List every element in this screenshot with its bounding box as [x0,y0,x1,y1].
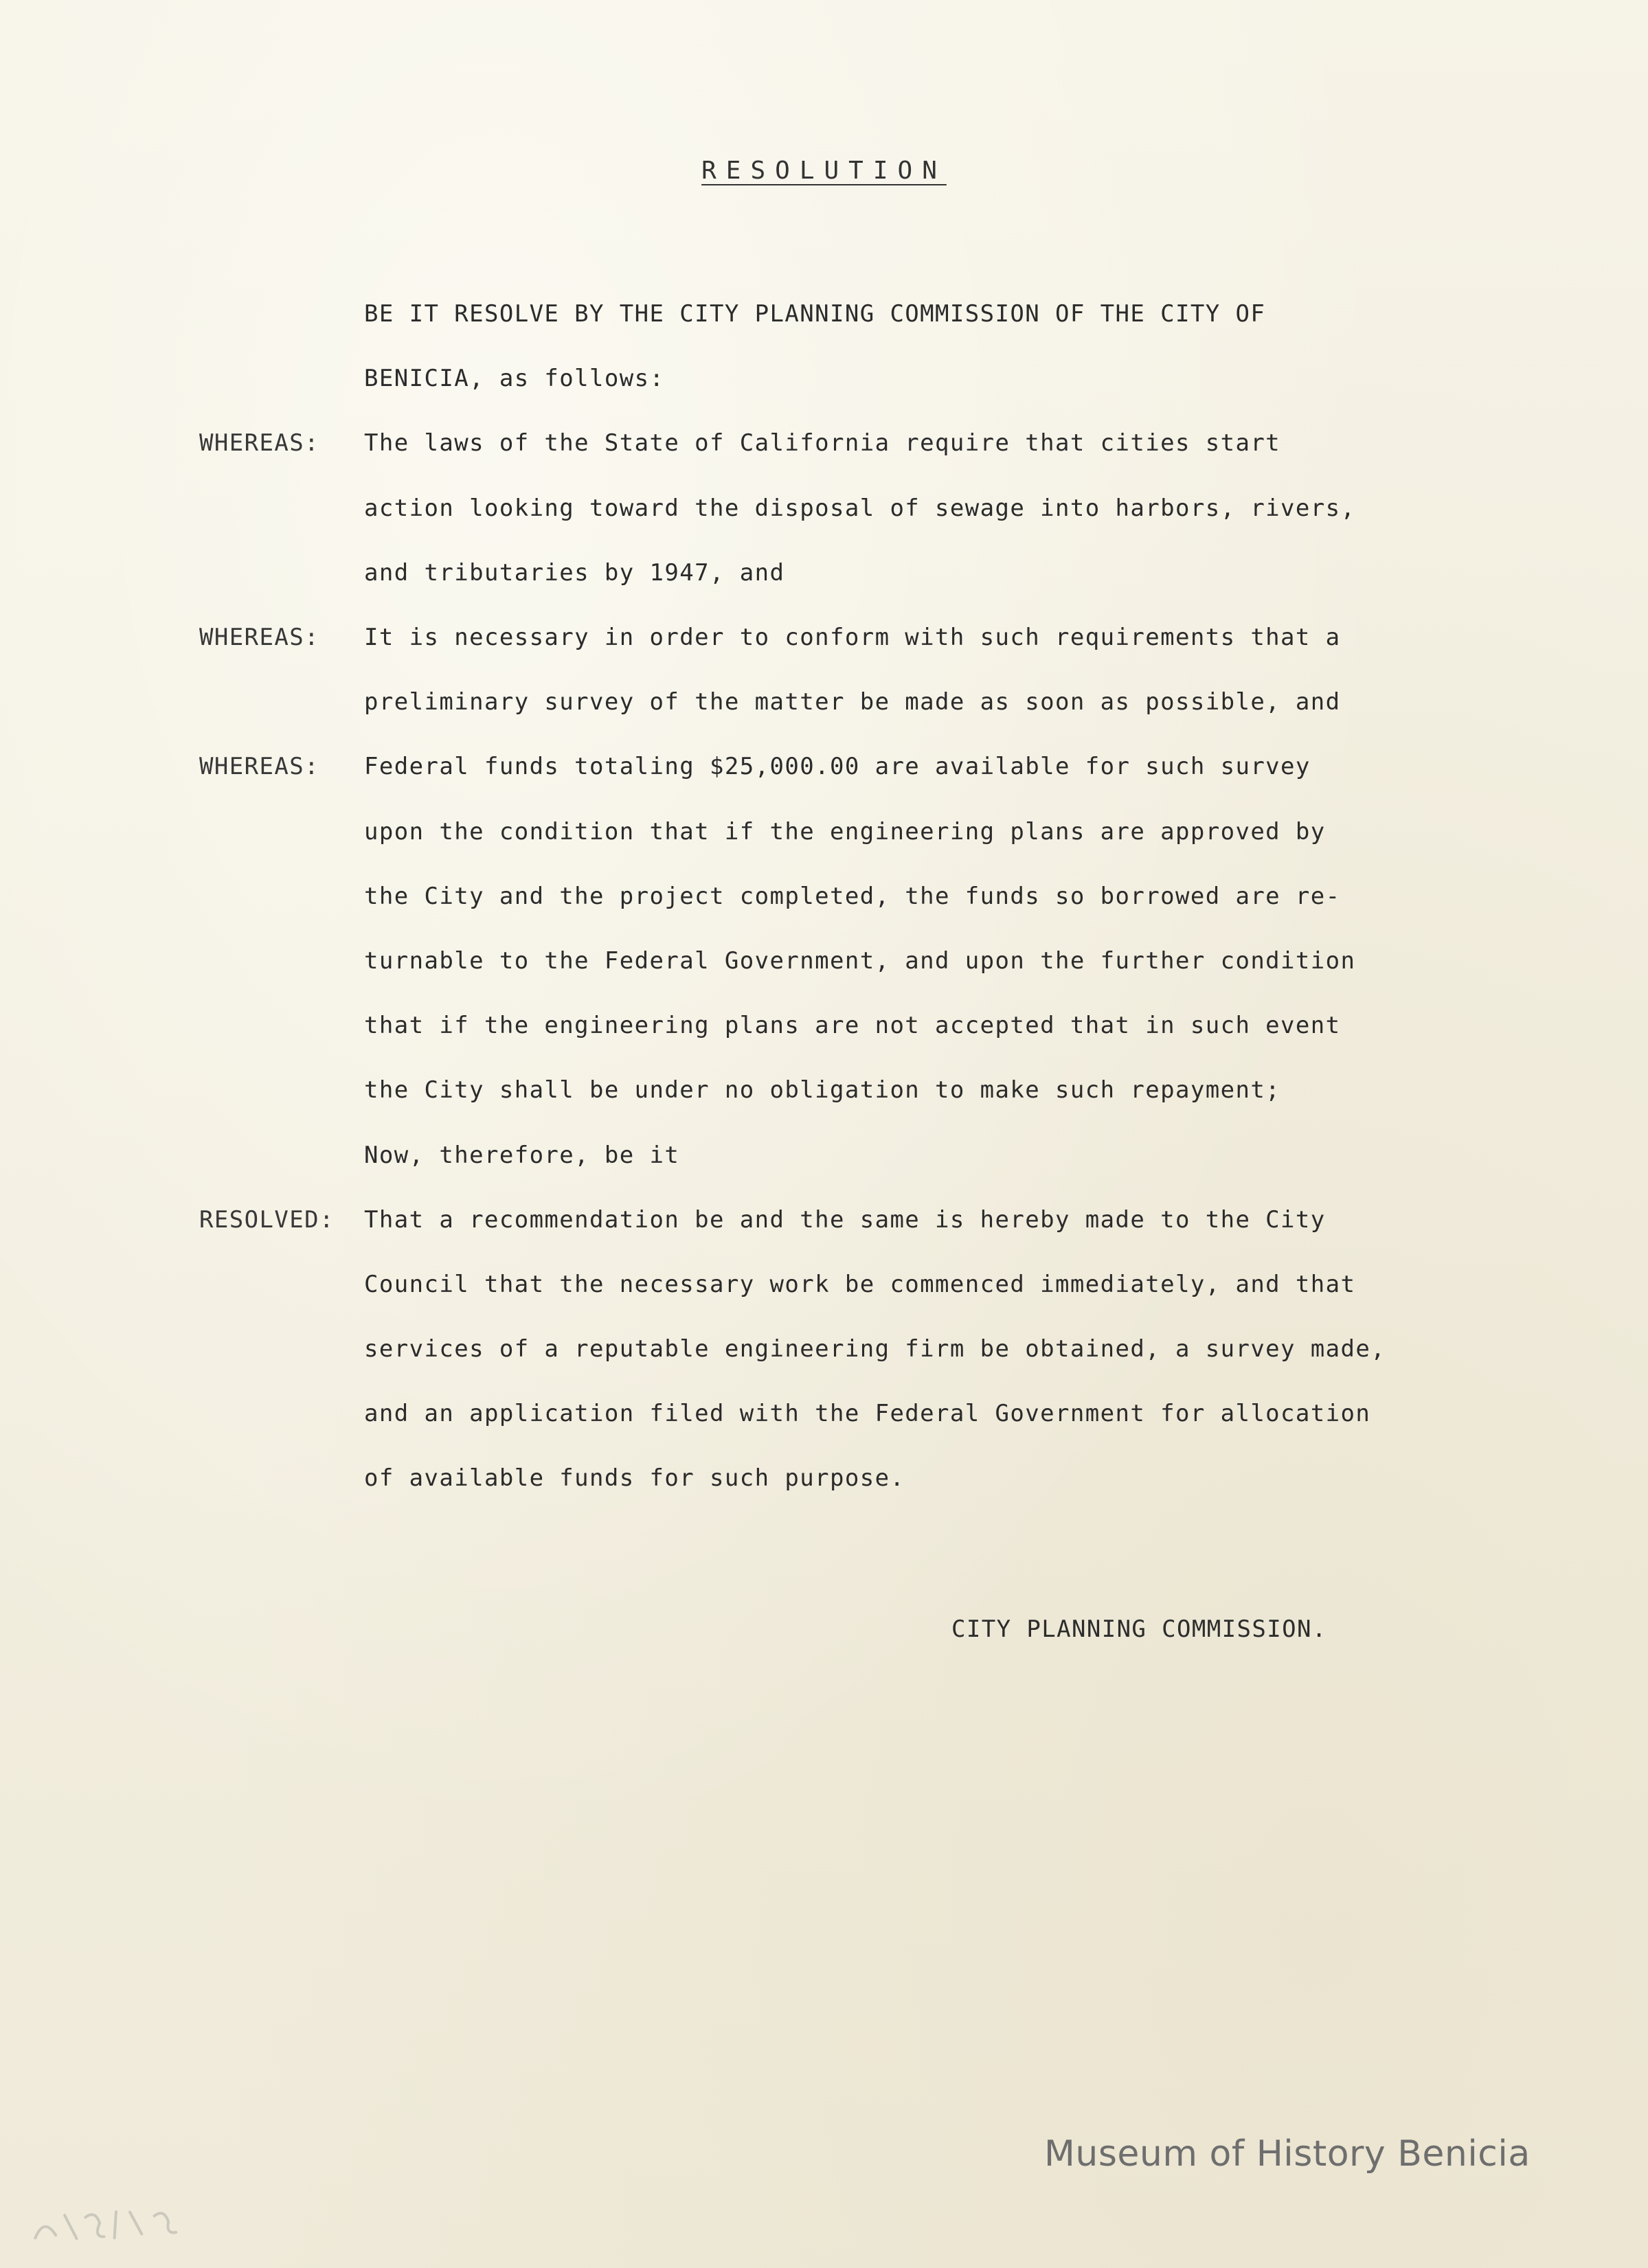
text-line [0,282,1648,346]
clause-label: WHEREAS: [199,429,319,457]
text-line [0,1188,1648,1252]
clause-label: WHEREAS: [199,753,319,781]
text-line [0,800,1648,864]
line-text: services of a reputable engineering firm be obtained, a survey made, [364,1335,1386,1363]
museum-watermark: Museum of History Benicia [1044,2133,1531,2175]
resolution-body [0,282,1648,1511]
text-line [0,1252,1648,1317]
text-line [0,1122,1648,1187]
text-line [0,1317,1648,1381]
text-line [0,346,1648,411]
line-text: turnable to the Federal Government, and upon the further condition [364,946,1356,975]
line-text: that if the engineering plans are not accepted that in such event [364,1012,1341,1040]
text-line [0,605,1648,670]
pencil-catalog-mark-icon [26,2192,207,2252]
line-text: It is necessary in order to conform with such requirements that a [364,624,1341,652]
text-line [0,993,1648,1058]
document-title: RESOLUTION [701,157,947,185]
signature-line: CITY PLANNING COMMISSION. [951,1615,1327,1643]
text-line [0,411,1648,475]
line-text: and an application filed with the Federal Government for allocation [364,1400,1371,1428]
line-text: The laws of the State of California require that cities start [364,429,1281,457]
line-text: preliminary survey of the matter be made as soon as possible, and [364,688,1341,716]
clause-label: RESOLVED: [199,1205,335,1234]
text-line [0,929,1648,993]
line-text: Council that the necessary work be commenced immediately, and that [364,1270,1356,1298]
line-text: BENICIA, as follows: [364,365,665,393]
line-text: the City and the project completed, the funds so borrowed are re- [364,882,1341,910]
line-text: Now, therefore, be it [364,1141,680,1169]
clause-label: WHEREAS: [199,624,319,652]
line-text: Federal funds totaling $25,000.00 are available for such survey [364,753,1311,781]
text-line [0,1446,1648,1510]
text-line [0,1381,1648,1446]
line-text: action looking toward the disposal of sewage into harbors, rivers, [364,494,1356,522]
line-text: the City shall be under no obligation to make such repayment; [364,1076,1281,1104]
line-text: BE IT RESOLVE BY THE CITY PLANNING COMMISSION OF THE CITY OF [364,300,1266,328]
text-line [0,476,1648,541]
text-line [0,670,1648,734]
line-text: of available funds for such purpose. [364,1464,905,1493]
text-line [0,864,1648,929]
line-text: upon the condition that if the engineering plans are approved by [364,817,1326,846]
text-line [0,541,1648,605]
text-line [0,734,1648,799]
text-line [0,1058,1648,1122]
line-text: That a recommendation be and the same is hereby made to the City [364,1205,1326,1234]
line-text: and tributaries by 1947, and [364,558,785,587]
